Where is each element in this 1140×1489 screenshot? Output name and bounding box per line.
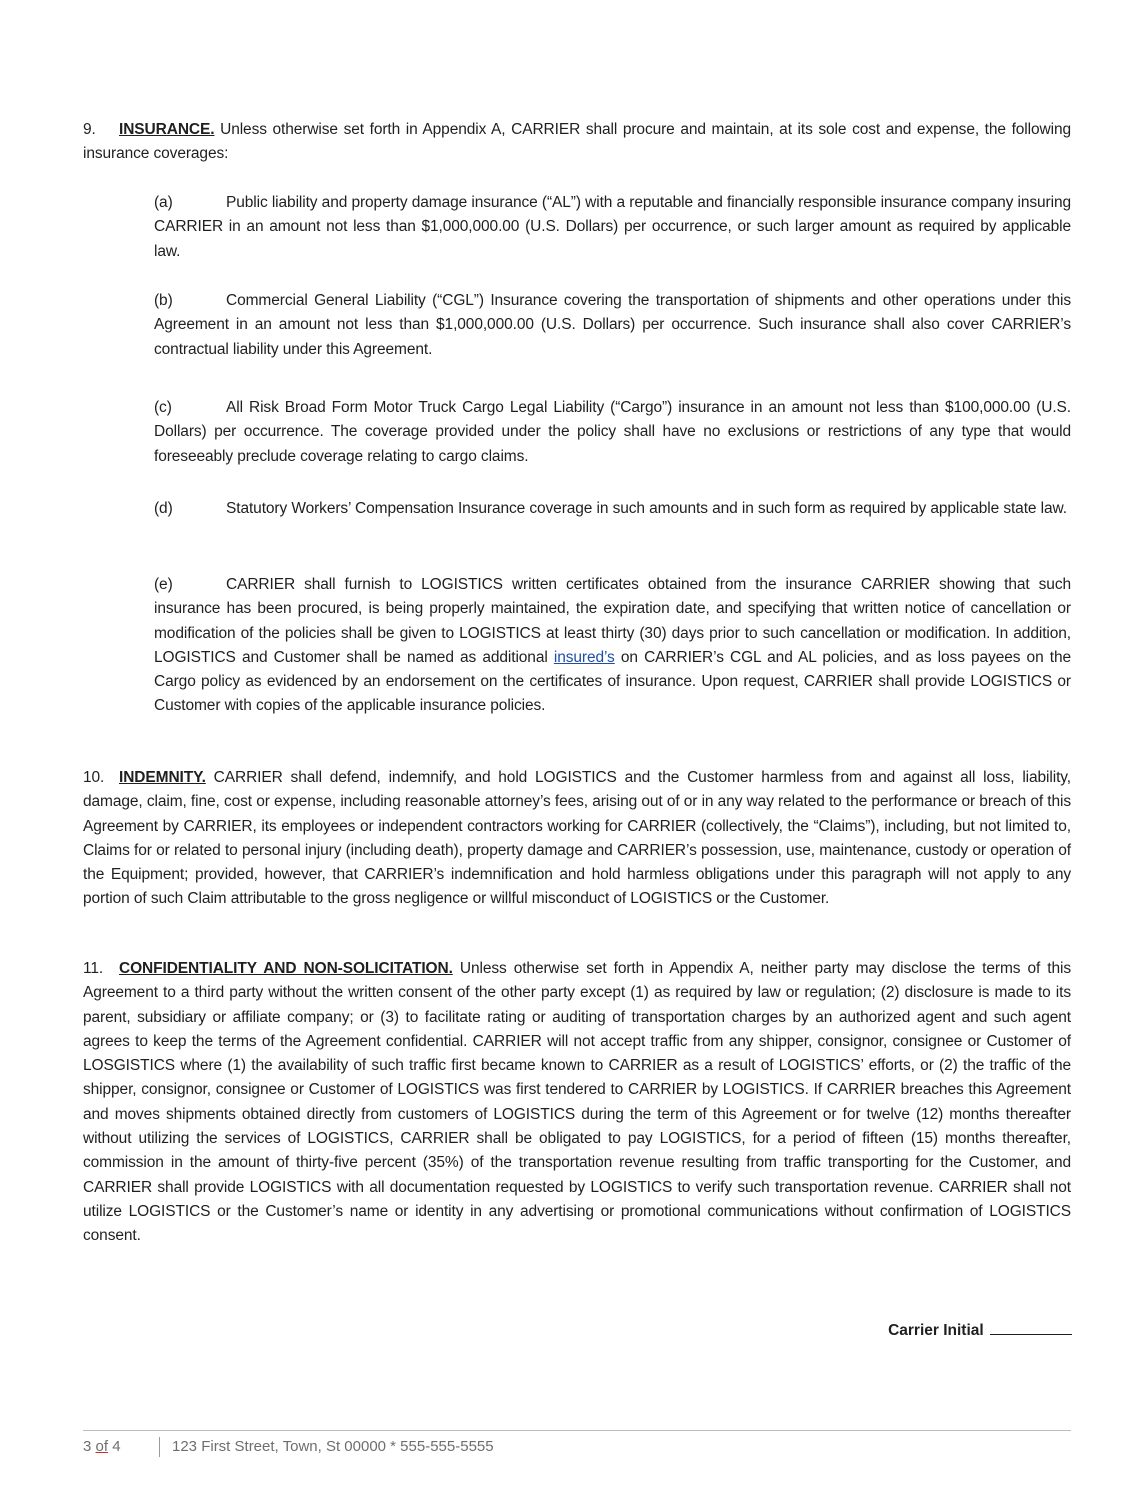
- footer-divider: [83, 1430, 1071, 1431]
- section-11-paragraph: [83, 957, 1071, 1249]
- subsection-text-before: CARRIER shall furnish to LOGISTICS written certificates obtained from the insurance CARRIER showing that such insurance has been procured, is being properly maintained, the expiration date, and specifying that written notice of cancellation or modification of the policies shall be given to LOGISTICS at least thirty (30) days prior to such cancellation or modification. In addition, LOGISTICS and Customer shall be named as additional: [154, 576, 1071, 666]
- subsection-label: (a): [154, 194, 173, 211]
- page-of: of: [95, 1438, 109, 1455]
- page-number: [83, 1436, 159, 1458]
- section-text: Unless otherwise set forth in Appendix A, CARRIER shall procure and maintain, at its sole cost and expense, the following insurance coverages:: [83, 121, 1071, 163]
- subsection-text-after: on CARRIER’s CGL and AL policies, and as loss payees on the Cargo policy as evidenced by an endorsement on the certificates of insurance. Upon request, CARRIER shall provide LOGISTICS or Customer with copies of the applicable insurance policies.: [154, 648, 1071, 715]
- subsection-text: Commercial General Liability (“CGL”) Insurance covering the transportation of shipments and other operations under this Agreement in an amount not less than $1,000,000.00 (U.S. Dollars) per occurrence. Such insurance shall also cover CARRIER’s contractual liability under this Agreement.: [154, 292, 1071, 358]
- carrier-initial-label: Carrier Initial: [888, 1322, 984, 1339]
- page-total: 4: [112, 1438, 121, 1455]
- section-heading: INSURANCE.: [119, 121, 215, 138]
- subsection-e: [154, 573, 1071, 719]
- section-heading: INDEMNITY.: [119, 769, 206, 786]
- subsection-c: [154, 396, 1071, 469]
- page-current: 3: [83, 1438, 92, 1455]
- subsection-text: Public liability and property damage insurance (“AL”) with a reputable and financially responsible insurance company insuring CARRIER in an amount not less than $1,000,000.00 (U.S. Dollars) per occurrence, or such larger amount as required by applicable law.: [154, 194, 1071, 260]
- subsection-a: [154, 191, 1071, 264]
- section-number: 10.: [83, 769, 105, 786]
- footer-separator: [159, 1437, 160, 1457]
- subsection-label: (d): [154, 500, 173, 517]
- section-number: 9.: [83, 121, 96, 138]
- subsection-label: (c): [154, 399, 172, 416]
- subsection-label: (e): [154, 576, 173, 593]
- page-footer: [83, 1436, 494, 1458]
- insureds-link[interactable]: insured’s: [553, 648, 615, 666]
- carrier-initial: [872, 1318, 1072, 1343]
- subsection-text: Statutory Workers’ Compensation Insurance coverage in such amounts and in such form as required by applicable state law.: [226, 500, 1067, 517]
- subsection-label: (b): [154, 292, 173, 309]
- section-number: 11.: [83, 960, 104, 977]
- section-heading: CONFIDENTIALITY AND NON-SOLICITATION.: [119, 960, 453, 977]
- subsection-b: [154, 289, 1071, 362]
- subsection-text: All Risk Broad Form Motor Truck Cargo Legal Liability (“Cargo”) insurance in an amount not less than $100,000.00 (U.S. Dollars) per occurrence. The coverage provided under the policy shall have no exclusions or restrictions of any type that would foreseeably preclude coverage relating to cargo claims.: [154, 399, 1071, 465]
- section-10-paragraph: [83, 766, 1071, 912]
- subsection-d: [154, 497, 1071, 521]
- footer-address: 123 First Street, Town, St 00000 * 555-555-5555: [172, 1438, 494, 1455]
- section-text: CARRIER shall defend, indemnify, and hold LOGISTICS and the Customer harmless from and against all loss, liability, damage, claim, fine, cost or expense, including reasonable attorney’s fees, arising out of or in any way related to the performance or breach of this Agreement by CARRIER, its employees or independent contractors working for CARRIER (collectively, the “Claims”), including, but not limited to, Claims for or related to personal injury (including death), property damage and CARRIER’s possession, use, maintenance, custody or operation of the Equipment; provided, however, that CARRIER’s indemnification and hold harmless obligations under this paragraph will not apply to any portion of such Claim attributable to the gross negligence or willful misconduct of LOGISTICS or the Customer.: [83, 769, 1071, 908]
- section-9-paragraph: [83, 118, 1071, 167]
- section-text: Unless otherwise set forth in Appendix A, neither party may disclose the terms of this Agreement to a third party without the written consent of the other party except (1) as required by law or regulation; (2) disclosure is made to its parent, subsidiary or affiliate company; or (3) to facilitate rating or auditing of transportation charges by an authorized agent and such agent agrees to keep the terms of the Agreement confidential. CARRIER will not accept traffic from any shipper, consignor, consignee or Customer of LOSGISTICS where (1) the availability of such traffic first became known to CARRIER as a result of LOGISTICS’ efforts, or (2) the traffic of the shipper, consignor, consignee or Customer of LOGISTICS was first tendered to CARRIER by LOGISTICS. If CARRIER breaches this Agreement and moves shipments obtained directly from customers of LOGISTICS during the term of this Agreement or for twelve (12) months thereafter without utilizing the services of LOGISTICS, CARRIER shall be obligated to pay LOGISTICS, for a period of fifteen (15) months thereafter, commission in the amount of thirty-five percent (35%) of the transportation revenue resulting from traffic transporting for the Customer, and CARRIER shall provide LOGISTICS with all documentation requested by LOGISTICS to verify such transportation revenue. CARRIER shall not utilize LOGISTICS or the Customer’s name or identity in any advertising or promotional communications without confirmation of LOGISTICS consent.: [83, 960, 1071, 1245]
- carrier-initial-line[interactable]: [990, 1318, 1072, 1335]
